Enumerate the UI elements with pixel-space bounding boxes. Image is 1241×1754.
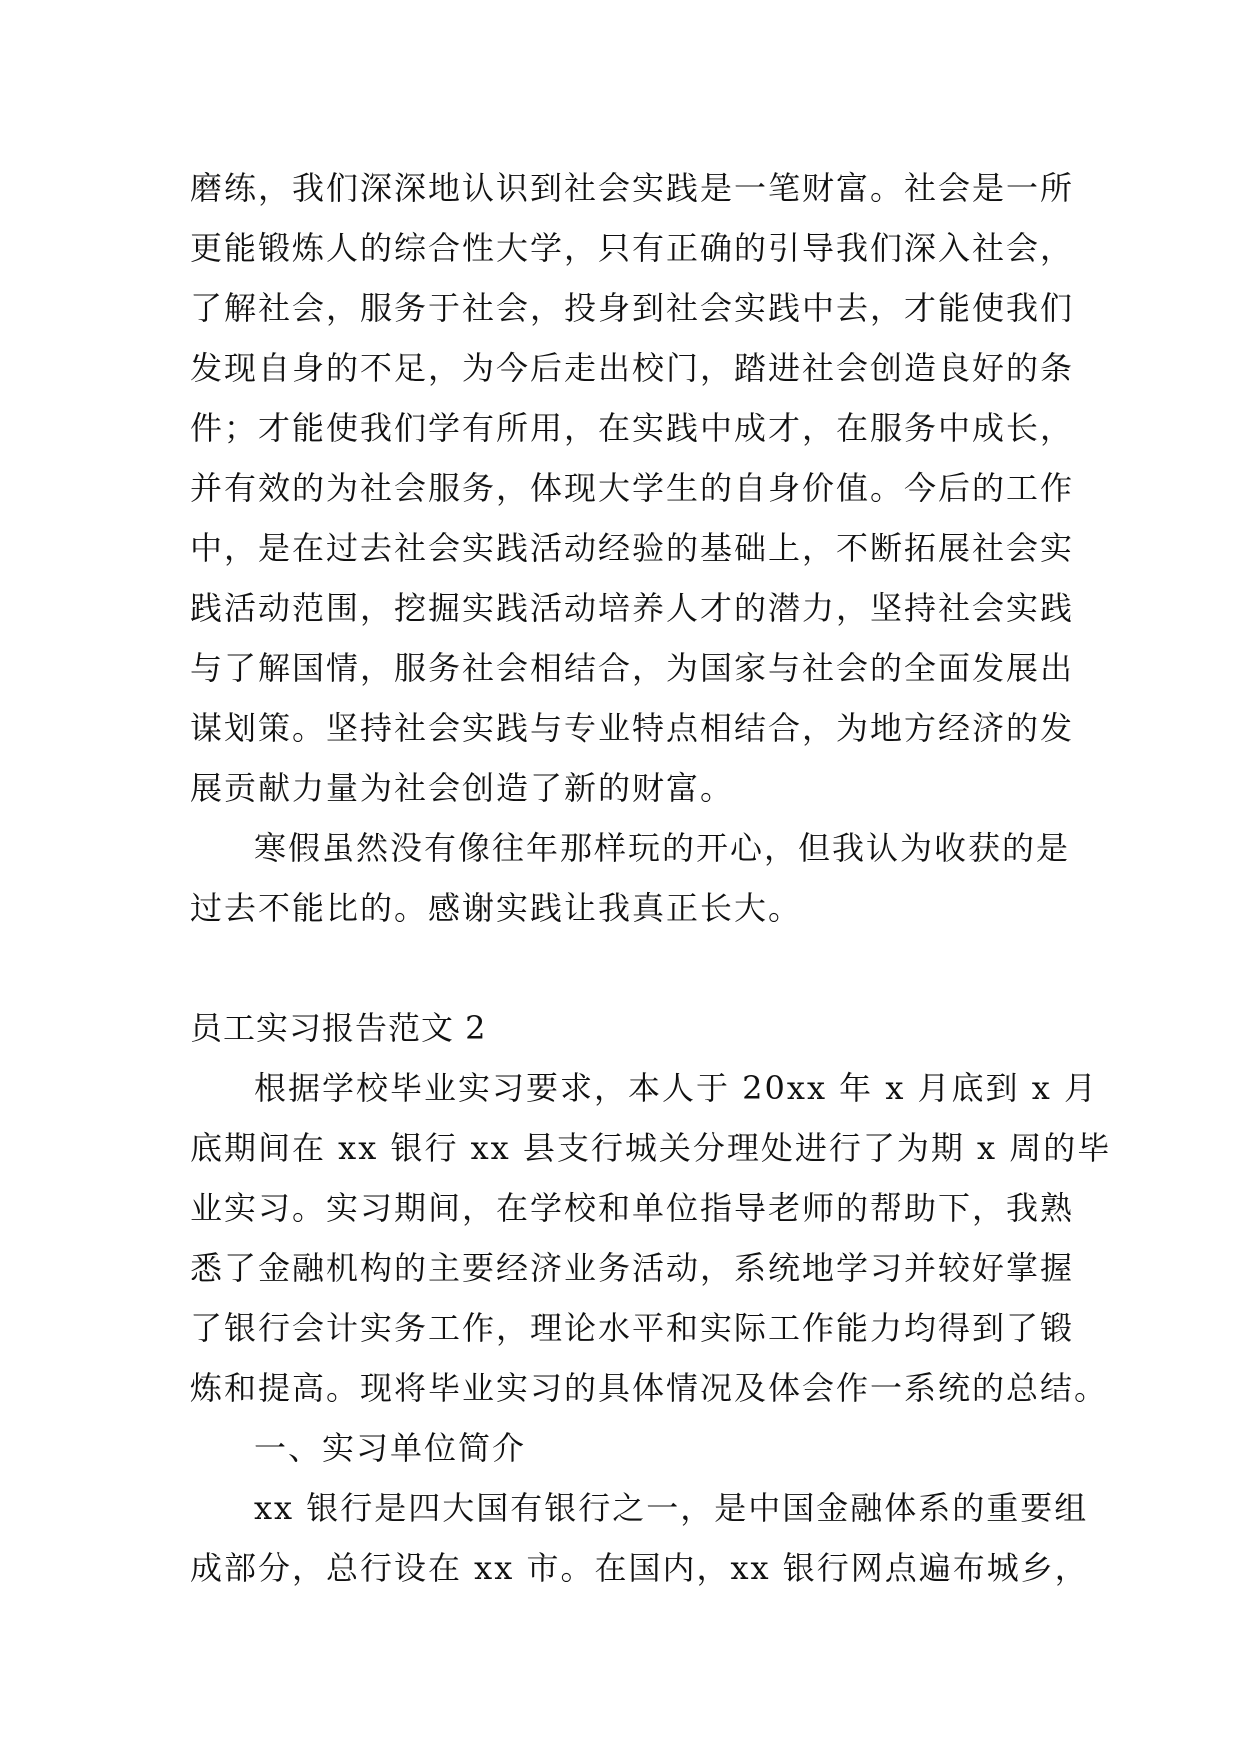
text-line: 中，是在过去社会实践活动经验的基础上，不断拓展社会实 bbox=[190, 529, 1075, 567]
text-line: 践活动范围，挖掘实践活动培养人才的潜力，坚持社会实践 bbox=[190, 589, 1075, 627]
paragraph-bank-intro bbox=[190, 1478, 1089, 1598]
text-line: 与了解国情，服务社会相结合，为国家与社会的全面发展出 bbox=[190, 649, 1075, 687]
paragraph-social-practice bbox=[190, 158, 1075, 818]
text-line: 成部分，总行设在 xx 市。在国内，xx 银行网点遍布城乡， bbox=[190, 1549, 1089, 1587]
text-line: 件；才能使我们学有所用，在实践中成才，在服务中成长， bbox=[190, 409, 1075, 447]
text-line: 炼和提高。现将毕业实习的具体情况及体会作一系统的总结。 bbox=[190, 1369, 1109, 1407]
subheading-unit-intro: 一、实习单位简介 bbox=[254, 1429, 527, 1467]
text-line: 更能锻炼人的综合性大学，只有正确的引导我们深入社会， bbox=[190, 229, 1075, 267]
text-line: 发现自身的不足，为今后走出校门，踏进社会创造良好的条 bbox=[190, 349, 1075, 387]
text-line: 谋划策。坚持社会实践与专业特点相结合，为地方经济的发 bbox=[190, 709, 1075, 747]
text-line: 寒假虽然没有像往年那样玩的开心，但我认为收获的是 bbox=[254, 829, 1071, 867]
document-page bbox=[190, 158, 1112, 1598]
text-line: 悉了金融机构的主要经济业务活动，系统地学习并较好掌握 bbox=[190, 1249, 1075, 1287]
section-spacer bbox=[190, 938, 1055, 998]
paragraph-winter-break bbox=[190, 818, 1071, 938]
section-title: 员工实习报告范文 2 bbox=[190, 1009, 487, 1047]
text-line: 业实习。实习期间，在学校和单位指导老师的帮助下，我熟 bbox=[190, 1189, 1075, 1227]
paragraph-internship-intro bbox=[190, 1058, 1112, 1418]
text-line: 过去不能比的。感谢实践让我真正长大。 bbox=[190, 889, 803, 927]
text-line: 展贡献力量为社会创造了新的财富。 bbox=[190, 769, 735, 807]
text-line: 根据学校毕业实习要求，本人于 20xx 年 x 月底到 x 月 bbox=[254, 1069, 1098, 1107]
text-line: 并有效的为社会服务，体现大学生的自身价值。今后的工作 bbox=[190, 469, 1075, 507]
text-line: xx 银行是四大国有银行之一，是中国金融体系的重要组 bbox=[254, 1489, 1089, 1527]
text-line: 了银行会计实务工作，理论水平和实际工作能力均得到了锻 bbox=[190, 1309, 1075, 1347]
text-line: 了解社会，服务于社会，投身到社会实践中去，才能使我们 bbox=[190, 289, 1075, 327]
text-line: 底期间在 xx 银行 xx 县支行城关分理处进行了为期 x 周的毕 bbox=[190, 1129, 1112, 1167]
text-line: 磨练，我们深深地认识到社会实践是一笔财富。社会是一所 bbox=[190, 169, 1075, 207]
